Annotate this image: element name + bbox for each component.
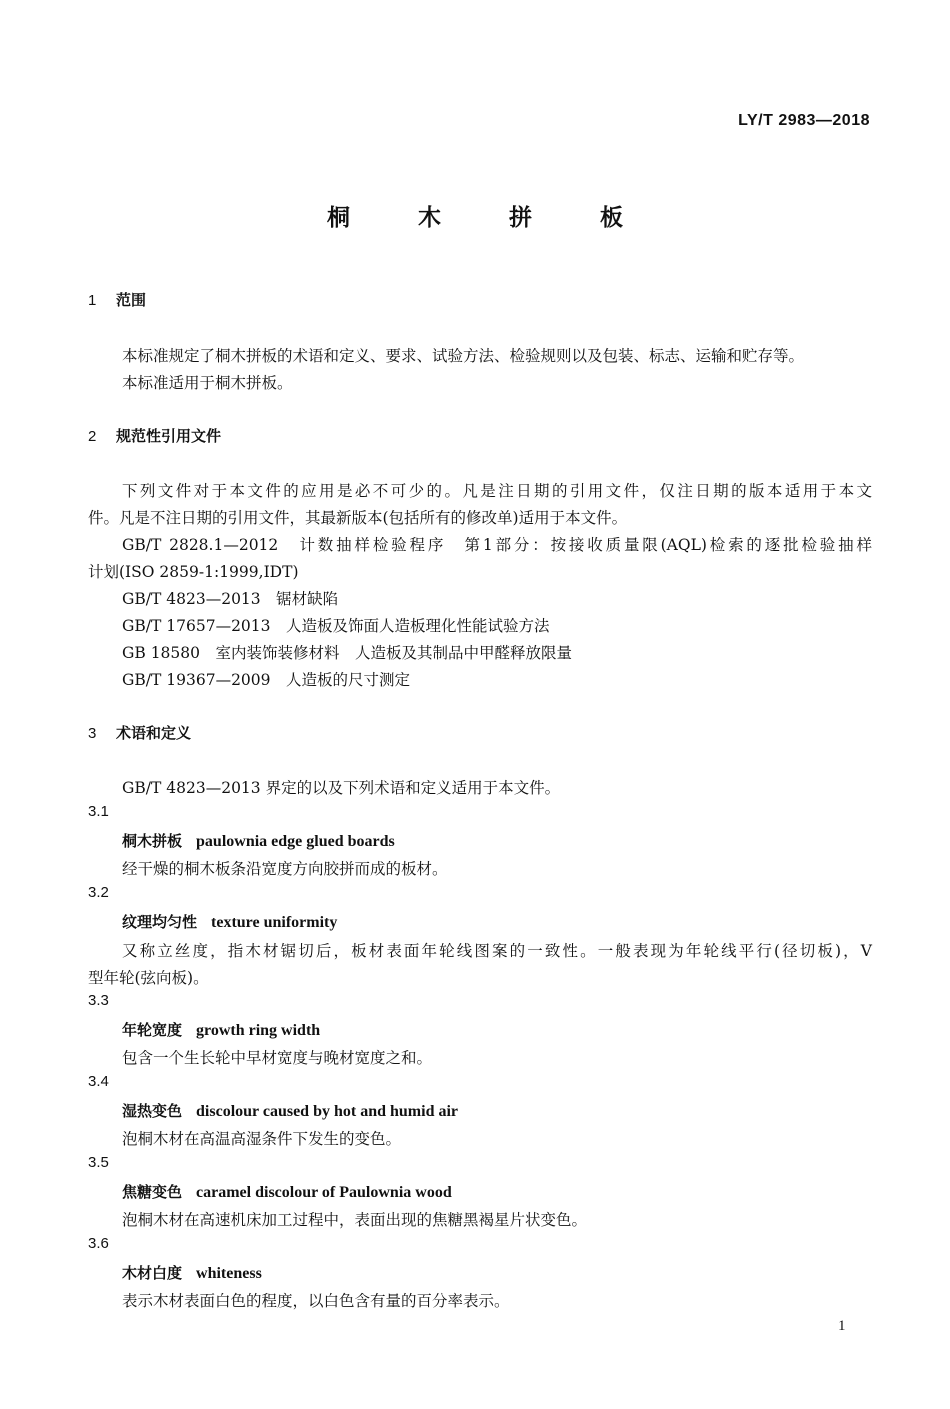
term-definition: 经干燥的桐木板条沿宽度方向胶拼而成的板材。 xyxy=(122,860,448,878)
section-2-heading xyxy=(88,425,221,446)
term-heading xyxy=(122,830,395,851)
reference-title: 锯材缺陷 xyxy=(276,590,339,608)
term-definition: 包含一个生长轮中早材宽度与晚材宽度之和。 xyxy=(122,1049,433,1067)
term-heading xyxy=(122,1100,458,1121)
term-chinese: 焦糖变色 xyxy=(122,1183,183,1201)
term-chinese: 湿热变色 xyxy=(122,1102,183,1120)
document-code: LY/T 2983—2018 xyxy=(738,112,870,129)
scope-paragraph-1: 本标准规定了桐木拼板的术语和定义、要求、试验方法、检验规则以及包装、标志、运输和贮存等。 xyxy=(122,347,805,365)
term-english: texture uniformity xyxy=(211,914,338,931)
term-english: whiteness xyxy=(196,1265,262,1282)
term-number: 3.4 xyxy=(88,1073,109,1090)
section-number: 2 xyxy=(88,428,97,445)
term-english: discolour caused by hot and humid air xyxy=(196,1103,459,1120)
term-heading xyxy=(122,911,337,932)
term-definition: 泡桐木材在高速机床加工过程中，表面出现的焦糖黑褐星片状变色。 xyxy=(122,1211,588,1229)
reference-item xyxy=(122,533,872,555)
references-intro-line-2: 件。凡是不注日期的引用文件，其最新版本(包括所有的修改单)适用于本文件。 xyxy=(88,509,628,527)
references-intro-line-1: 下列文件对于本文件的应用是必不可少的。凡是注日期的引用文件，仅注日期的版本适用于本文 xyxy=(122,482,872,500)
page-number: 1 xyxy=(838,1318,846,1334)
term-chinese: 纹理均匀性 xyxy=(122,913,198,931)
term-heading xyxy=(122,1262,262,1283)
term-definition: 表示木材表面白色的程度，以白色含有量的百分率表示。 xyxy=(122,1292,510,1310)
section-3-heading xyxy=(88,722,191,743)
section-title: 规范性引用文件 xyxy=(116,427,222,445)
reference-title: 室内装饰装修材料 人造板及其制品中甲醛释放限量 xyxy=(215,644,573,662)
term-chinese: 木材白度 xyxy=(122,1264,183,1282)
scope-paragraph-2: 本标准适用于桐木拼板。 xyxy=(122,374,293,392)
term-number: 3.5 xyxy=(88,1154,109,1171)
term-english: growth ring width xyxy=(196,1022,321,1039)
section-title: 术语和定义 xyxy=(116,724,192,742)
reference-item xyxy=(122,587,338,609)
reference-title: 计数抽样检验程序 第1部分：按接收质量限(AQL)检索的逐批检验抽样 xyxy=(299,536,872,554)
term-number: 3.3 xyxy=(88,992,109,1009)
term-chinese: 桐木拼板 xyxy=(122,832,183,850)
term-english: caramel discolour of Paulownia wood xyxy=(196,1184,452,1201)
term-heading xyxy=(122,1019,320,1040)
reference-title: 人造板的尺寸测定 xyxy=(286,671,411,689)
reference-item xyxy=(122,668,410,690)
term-heading xyxy=(122,1181,452,1202)
reference-code: GB/T 2828.1—2012 xyxy=(122,536,279,554)
term-number: 3.6 xyxy=(88,1235,109,1252)
terms-intro: GB/T 4823—2013 界定的以及下列术语和定义适用于本文件。 xyxy=(122,779,561,797)
reference-title: 人造板及饰面人造板理化性能试验方法 xyxy=(286,617,550,635)
term-english: paulownia edge glued boards xyxy=(196,833,395,850)
term-number: 3.2 xyxy=(88,884,109,901)
reference-item-continuation: 计划(ISO 2859-1:1999,IDT) xyxy=(88,563,299,581)
section-title: 范围 xyxy=(116,291,147,309)
term-definition: 又称立丝度，指木材锯切后，板材表面年轮线图案的一致性。一般表现为年轮线平行(径切板)，V xyxy=(122,942,872,960)
term-definition: 泡桐木材在高温高湿条件下发生的变色。 xyxy=(122,1130,402,1148)
section-number: 1 xyxy=(88,292,97,309)
reference-item xyxy=(122,641,572,663)
reference-code: GB/T 19367—2009 xyxy=(122,671,271,689)
reference-code: GB/T 17657—2013 xyxy=(122,617,271,635)
term-chinese: 年轮宽度 xyxy=(122,1021,183,1039)
term-number: 3.1 xyxy=(88,803,109,820)
reference-item xyxy=(122,614,550,636)
document-title: 桐 木 拼 板 xyxy=(326,205,654,231)
section-1-heading xyxy=(88,289,146,310)
term-definition-continuation: 型年轮(弦向板)。 xyxy=(88,969,209,987)
reference-code: GB 18580 xyxy=(122,644,201,662)
section-number: 3 xyxy=(88,725,97,742)
reference-code: GB/T 4823—2013 xyxy=(122,590,261,608)
